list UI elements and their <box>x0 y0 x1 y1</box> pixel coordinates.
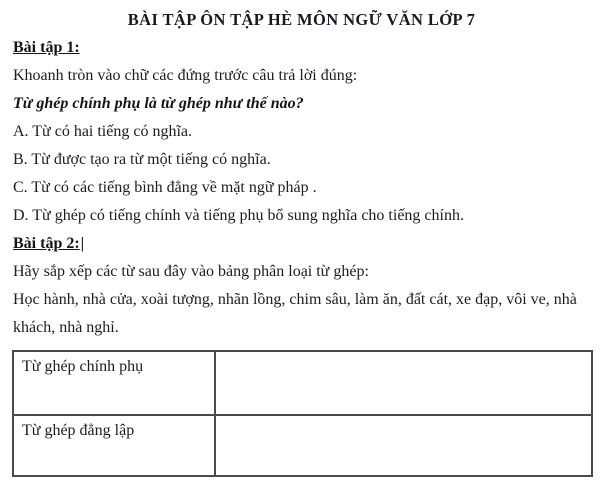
table-row-dang-lap <box>13 415 592 476</box>
answer-cell-chinh-phu[interactable] <box>215 351 592 415</box>
row-label-chinh-phu: Từ ghép chính phụ <box>13 351 215 415</box>
exercise1-option-c: C. Từ có các tiếng bình đẳng về mặt ngữ pháp . <box>13 179 317 196</box>
classification-table <box>12 350 593 477</box>
exercise1-option-d: D. Từ ghép có tiếng chính và tiếng phụ bổ sung nghĩa cho tiếng chính. <box>13 207 464 224</box>
exercise1-heading: Bài tập 1: <box>13 39 80 56</box>
exercise1-option-a: A. Từ có hai tiếng có nghĩa. <box>13 123 192 140</box>
table-row-chinh-phu <box>13 351 592 415</box>
text-cursor: | <box>80 235 85 252</box>
answer-cell-dang-lap[interactable] <box>215 415 592 476</box>
exercise1-option-b: B. Từ được tạo ra từ một tiếng có nghĩa. <box>13 151 271 168</box>
exercise2-heading: Bài tập 2: <box>13 235 80 252</box>
exercise1-question: Từ ghép chính phụ là từ ghép như thế nào? <box>13 95 304 112</box>
exercise1-instruction: Khoanh tròn vào chữ các đứng trước câu trả lời đúng: <box>13 67 358 84</box>
exercise2-instruction: Hãy sắp xếp các từ sau đây vào bảng phân loại từ ghép: <box>13 263 369 280</box>
page-title: BÀI TẬP ÔN TẬP HÈ MÔN NGỮ VĂN LỚP 7 <box>127 10 476 29</box>
exercise2-word-list: Học hành, nhà cửa, xoài tượng, nhãn lồng, chim sâu, làm ăn, đất cát, xe đạp, vôi ve, nhà khách, nhà nghỉ. <box>13 291 577 336</box>
row-label-dang-lap: Từ ghép đẳng lập <box>13 415 215 476</box>
